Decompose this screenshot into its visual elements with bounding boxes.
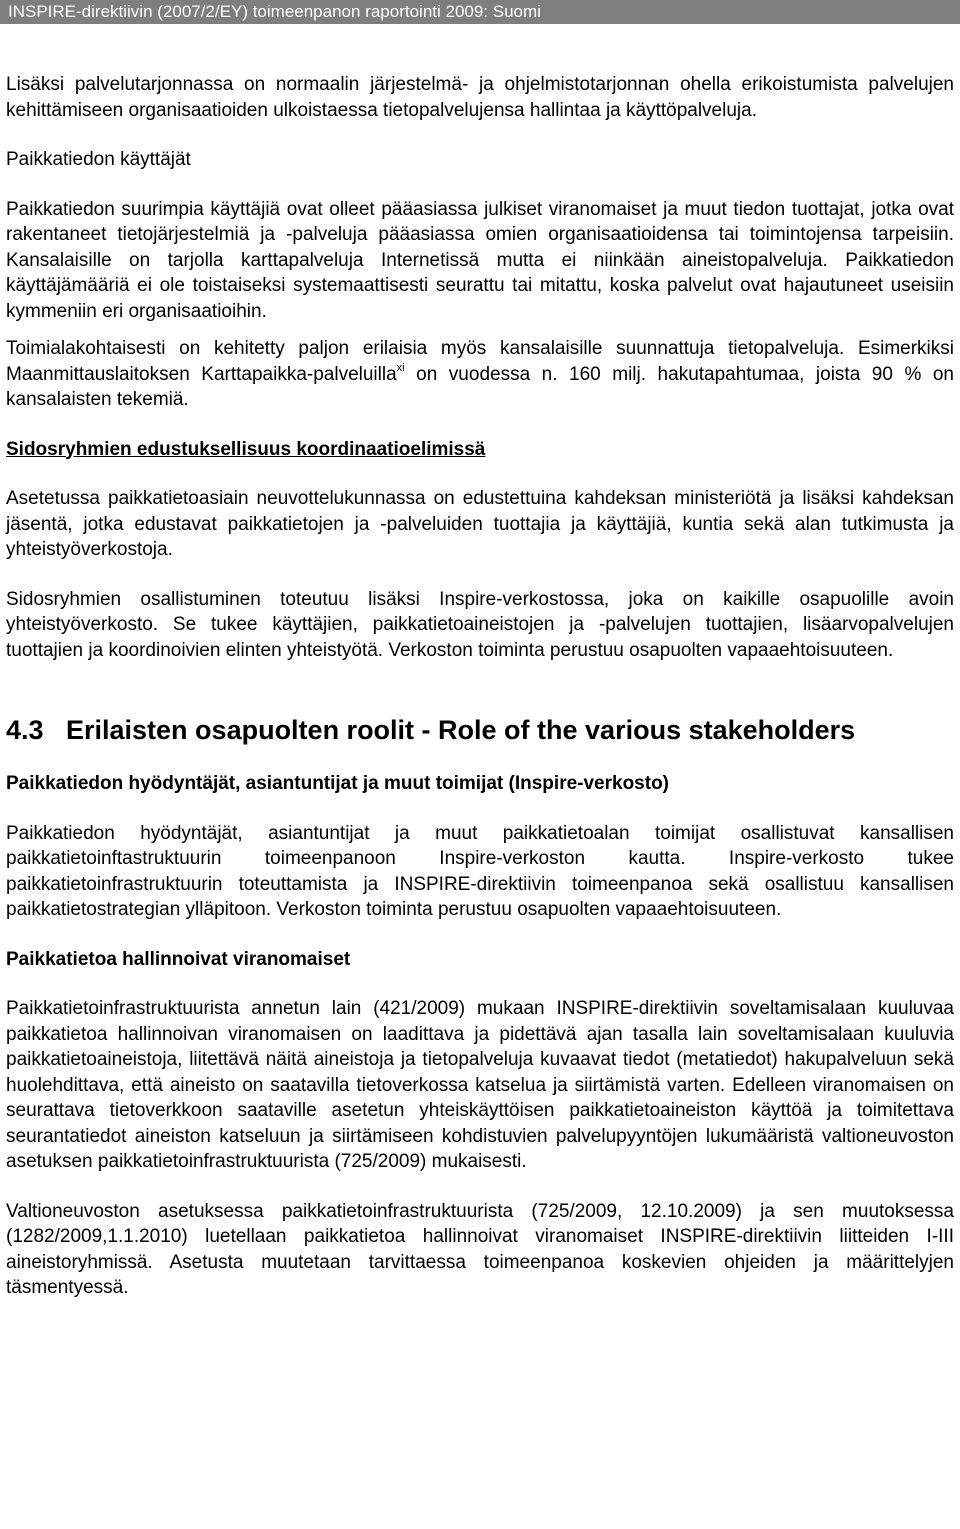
users-heading: Paikkatiedon käyttäjät xyxy=(6,149,191,170)
section-heading xyxy=(6,713,954,747)
intro-paragraph: Lisäksi palvelutarjonnassa on normaalin järjestelmä- ja ohjelmistotarjonnan ohella erikoistumista palvelujen kehittämiseen organisaatioiden ulkoistaessa tietopalvelujensa hallintaa ja käyttöpalveluja. xyxy=(6,74,954,121)
users-paragraph-2 xyxy=(6,336,954,413)
running-header: INSPIRE-direktiivin (2007/2/EY) toimeenpanon raportointi 2009: Suomi xyxy=(0,0,960,24)
network-paragraph: Paikkatiedon hyödyntäjät, asiantuntijat ja muut paikkatietoalan toimijat osallistuvat kansallisen paikkatietoinftastruktuurin toimeenpanoon Inspire-verkoston kautta. Inspire-verkosto tukee paikkatietoinfrastruktuurin toteuttamista ja INSPIRE-direktiivin toimeenpanoa sekä osallistuu kansallisen paikkatietostrategian ylläpitoon. Verkoston toiminta perustuu osapuolten vapaaehtoisuuteen. xyxy=(6,822,954,920)
stakeholders-heading: Sidosryhmien edustuksellisuus koordinaatioelimissä xyxy=(6,438,486,460)
stakeholders-paragraph-2: Sidosryhmien osallistuminen toteutuu lisäksi Inspire-verkostossa, joka on kaikille osapuolille avoin yhteistyöverkosto. Se tukee käyttäjien, paikkatietoaineistojen ja -palvelujen tuottajien, lisäarvopalvelujen tuottajien ja koordinoivien elinten yhteistyötä. Verkoston toiminta perustuu osapuolten vapaaehtoisuuteen. xyxy=(6,588,954,661)
authorities-paragraph-2: Valtioneuvoston asetuksessa paikkatietoinfrastruktuurista (725/2009, 12.10.2009) ja sen muutoksessa (1282/2009,1.1.2010) luetellaan paikkatietoa hallinnoivat viranomaiset INSPIRE-direktiivin liitteiden I-III aineistoryhmissä. Asetusta muutetaan tarvittaessa toimeenpanoa koskevien ohjeiden ja määrittelyjen täsmentyessä. xyxy=(6,1200,954,1298)
authorities-heading: Paikkatietoa hallinnoivat viranomaiset xyxy=(6,948,351,970)
section-number: 4.3 xyxy=(6,715,44,745)
stakeholders-paragraph-1: Asetetussa paikkatietoasiain neuvottelukunnassa on edustettuina kahdeksan ministeriötä ja lisäksi kahdeksan jäsentä, jotka edustavat paikkatietojen ja -palveluiden tuottajia ja käyttäjiä, kuntia sekä alan tutkimusta ja yhteistyöverkostoja. xyxy=(6,488,954,560)
section-title: Erilaisten osapuolten roolit - Role of the various stakeholders xyxy=(66,715,856,745)
users-paragraph-2-part-1: Toimialakohtaisesti on kehitetty paljon erilaisia myös kansalaisille suunnattuja tietopalveluja. Esimerkiksi Maanmittauslaitoksen Karttapaikka-palveluilla xyxy=(6,338,954,385)
footnote-ref-xi: xi xyxy=(396,361,405,374)
network-heading: Paikkatiedon hyödyntäjät, asiantuntijat ja muut toimijat (Inspire-verkosto) xyxy=(6,773,670,794)
users-paragraph-2-part-2: on vuodessa n. 160 milj. hakutapahtumaa, joista 90 % on kansalaisten tekemiä. xyxy=(6,363,955,410)
users-paragraph-1: Paikkatiedon suurimpia käyttäjiä ovat olleet pääasiassa julkiset viranomaiset ja muut tiedon tuottajat, jotka ovat rakentaneet tietojärjestelmiä ja -palveluja pääasiassa omien organisaatioidensa tai toimintojensa tarpeisiin. Kansalaisille on tarjolla karttapalveluja Internetissä mutta ei niinkään aineistopalveluja. Paikkatiedon käyttäjämääriä ei ole toistaiseksi systemaattisesti seurattu tai mitattu, koska palvelut ovat hajautuneet useisiin kymmeniin eri organisaatioihin. xyxy=(6,198,954,322)
authorities-paragraph-1: Paikkatietoinfrastruktuurista annetun lain (421/2009) mukaan INSPIRE-direktiivin soveltamisalaan kuuluvaa paikkatietoa hallinnoivan viranomaisen on laadittava ja pidettävä ajan tasalla lain soveltamisalaan kuuluvia paikkatietoaineistoja, liitettävä näitä aineistoja ja tietopalveluja kuvaavat tiedot (metatiedot) hakupalveluun sekä huolehdittava, että aineisto on saatavilla tietoverkossa katselua ja siirtämistä varten. Edelleen viranomaisen on seurattava tietoverkkoon saataville asetetun yhteiskäyttöisen paikkatietoaineiston käyttöä ja toimitettava seurantatiedot aineiston katseluun ja siirtämiseen kohdistuvien palvelupyyntöjen lukumääristä valtioneuvoston asetuksen paikkatietoinfrastruktuurista (725/2009) mukaisesti. xyxy=(6,998,954,1172)
document-body xyxy=(6,72,954,1301)
